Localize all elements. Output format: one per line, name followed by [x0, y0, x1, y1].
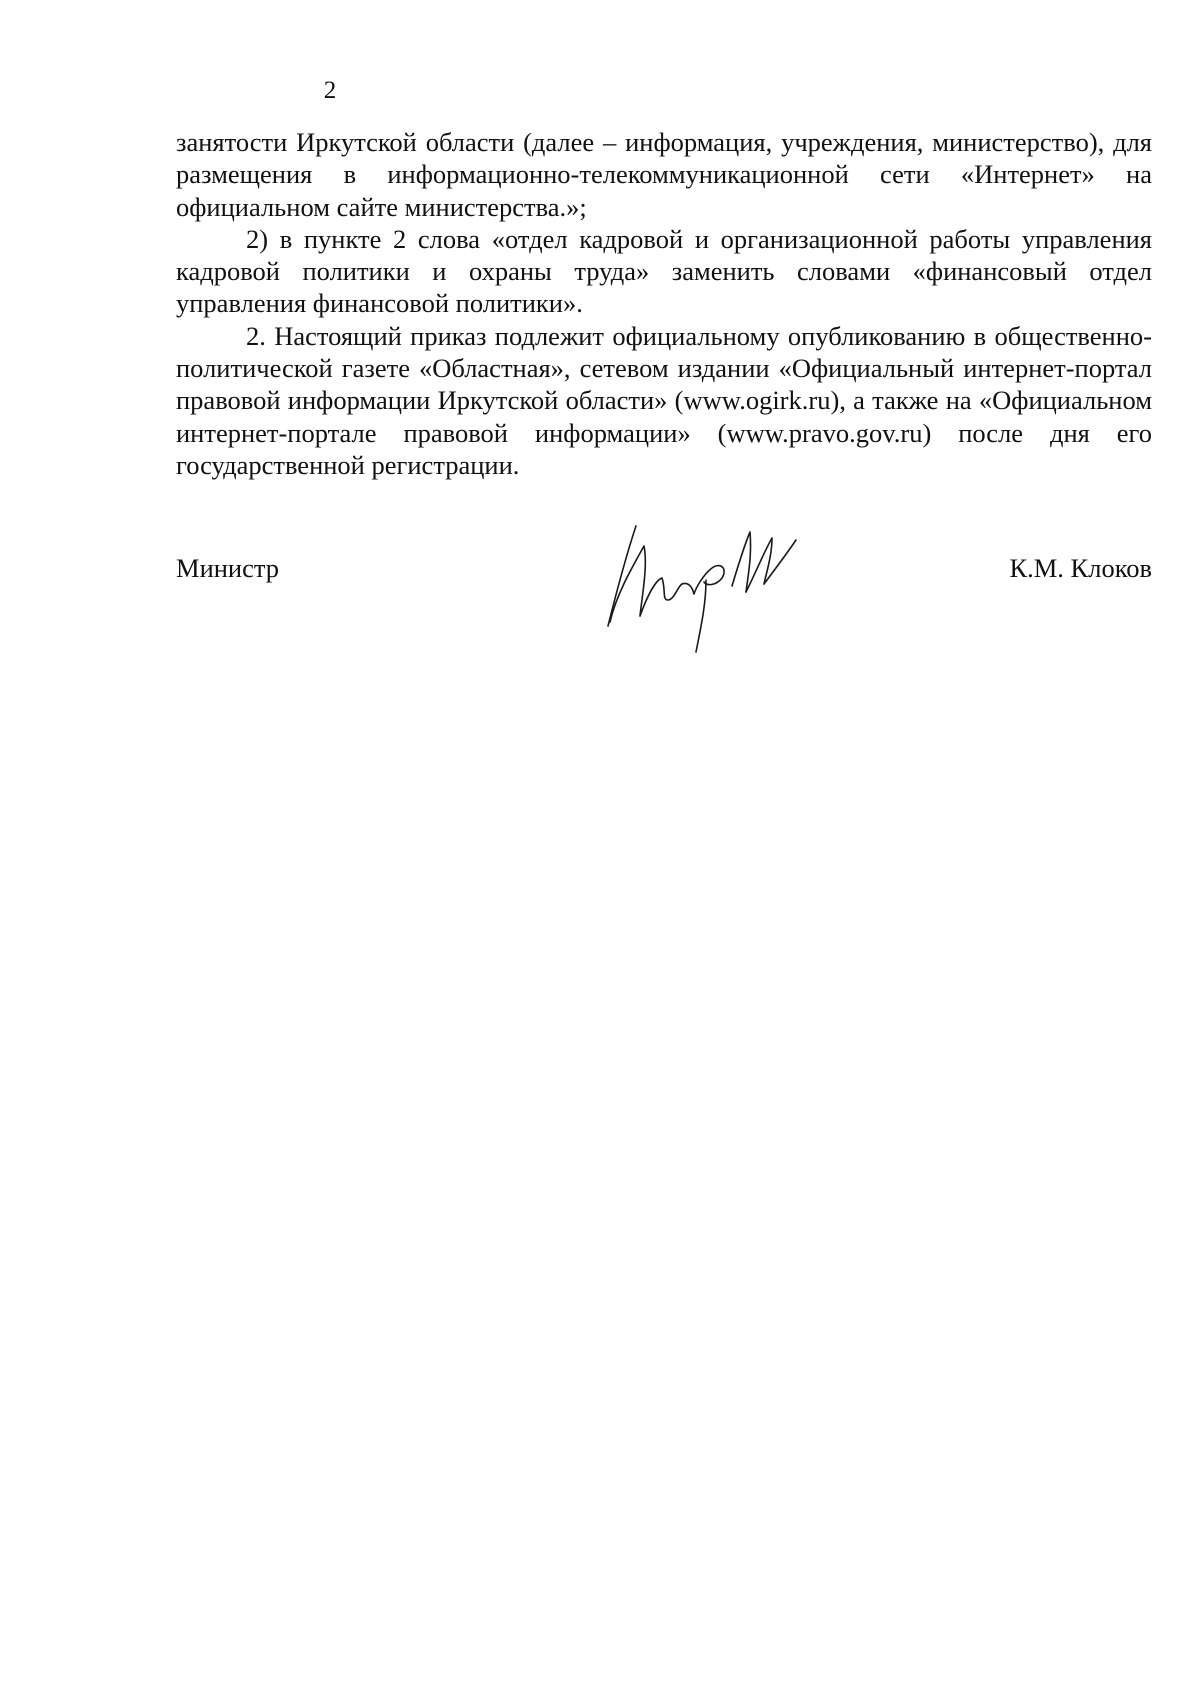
signatory-position: Министр [176, 553, 280, 583]
handwritten-signature [596, 516, 816, 656]
document-body [176, 126, 1152, 481]
page-number [0, 76, 1200, 106]
paragraph-clause-2: 2. Настоящий приказ подлежит официальному опубликованию в общественно-политической газете «Областная», сетевом издании «Официальный интернет-портал правовой информации Иркутской области» (www.ogirk.ru), а также на «Официальном интернет-портале правовой информации» (www.pravo.gov.ru) после дня его государственной регистрации. [176, 320, 1152, 480]
signature-block [176, 520, 1152, 650]
paragraph-continuation: занятости Иркутской области (далее – информация, учреждения, министерство), для размещения в информационно-телекоммуникационной сети «Интернет» на официальном сайте министерства.»; [176, 127, 1152, 222]
paragraph-item-2: 2) в пункте 2 слова «отдел кадровой и организационной работы управления кадровой политики и охраны труда» заменить словами «финансовый отдел управления финансовой политики». [176, 223, 1152, 319]
signatory-name: К.М. Клоков [1009, 553, 1152, 583]
page-number-text: 2 [323, 77, 337, 104]
